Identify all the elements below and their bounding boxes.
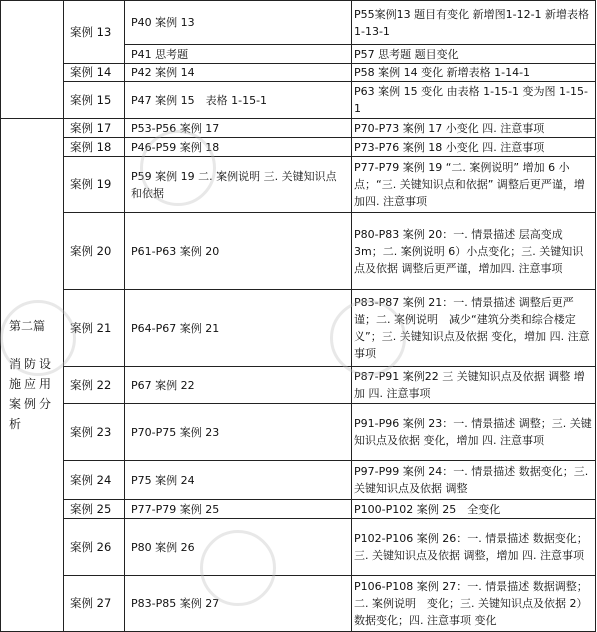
new-edition-cell: P102-P106 案例 26：一. 情景描述 数据变化；三. 关键知识点及依据 调整，增加 四. 注意事项: [352, 519, 596, 576]
table-row: [1, 290, 596, 367]
case-cell: 案例 13: [64, 1, 125, 64]
old-edition-cell: P59 案例 19 二. 案例说明 三. 关键知识点和依据: [125, 157, 352, 213]
new-edition-cell: P83-P87 案例 21：一. 情景描述 调整后更严谨；二. 案例说明 减少“建筑分类和综合楼定义”；三. 关键知识点及依据 变化，增加 四. 注意事项: [352, 290, 596, 367]
table-row: [1, 367, 596, 404]
case-cell: 案例 26: [64, 519, 125, 576]
case-cell: 案例 15: [64, 82, 125, 119]
table-row: [1, 119, 596, 138]
old-edition-cell: P42 案例 14: [125, 64, 352, 82]
case-cell: 案例 23: [64, 404, 125, 461]
new-edition-cell: P57 思考题 题目变化: [352, 45, 596, 64]
table-row: [1, 519, 596, 576]
new-edition-cell: P55案例13 题目有变化 新增图1-12-1 新增表格 1-13-1: [352, 1, 596, 45]
section-label: 第二篇: [9, 319, 46, 333]
case-cell: 案例 18: [64, 138, 125, 157]
new-edition-cell: P100-P102 案例 25 全变化: [352, 500, 596, 519]
case-cell: 案例 17: [64, 119, 125, 138]
old-edition-cell: P41 思考题: [125, 45, 352, 64]
table-row: [1, 461, 596, 500]
table-row: [1, 138, 596, 157]
table-row: [1, 404, 596, 461]
new-edition-cell: P77-P79 案例 19 “二. 案例说明” 增加 6 小点；“三. 关键知识点和依据” 调整后更严谨，增加四. 注意事项: [352, 157, 596, 213]
old-edition-cell: P77-P79 案例 25: [125, 500, 352, 519]
new-edition-cell: P63 案例 15 变化 由表格 1-15-1 变为图 1-15-1: [352, 82, 596, 119]
new-edition-cell: P58 案例 14 变化 新增表格 1-14-1: [352, 64, 596, 82]
old-edition-cell: P61-P63 案例 20: [125, 213, 352, 290]
section-cell: [1, 119, 64, 632]
old-edition-cell: P67 案例 22: [125, 367, 352, 404]
table-row: [1, 82, 596, 119]
old-edition-cell: P53-P56 案例 17: [125, 119, 352, 138]
table-row: [1, 500, 596, 519]
section-title: 消防设施应用案例分析: [9, 357, 55, 431]
case-cell: 案例 21: [64, 290, 125, 367]
case-cell: 案例 25: [64, 500, 125, 519]
new-edition-cell: P97-P99 案例 24：一. 情景描述 数据变化；三. 关键知识点及依据 调整: [352, 461, 596, 500]
old-edition-cell: P75 案例 24: [125, 461, 352, 500]
old-edition-cell: P70-P75 案例 23: [125, 404, 352, 461]
old-edition-cell: P80 案例 26: [125, 519, 352, 576]
old-edition-cell: P64-P67 案例 21: [125, 290, 352, 367]
new-edition-cell: P73-P76 案例 18 小变化 四. 注意事项: [352, 138, 596, 157]
case-cell: 案例 19: [64, 157, 125, 213]
case-cell: 案例 20: [64, 213, 125, 290]
table-row: [1, 64, 596, 82]
case-cell: 案例 24: [64, 461, 125, 500]
table-row: [1, 157, 596, 213]
old-edition-cell: P46-P59 案例 18: [125, 138, 352, 157]
table-row: [1, 213, 596, 290]
old-edition-cell: P83-P85 案例 27: [125, 576, 352, 632]
case-cell: 案例 27: [64, 576, 125, 632]
case-cell: 案例 14: [64, 64, 125, 82]
table-row: [1, 1, 596, 45]
new-edition-cell: P80-P83 案例 20：一. 情景描述 层高变成 3m；二. 案例说明 6）小点变化；三. 关键知识点及依据 调整后更严谨，增加四. 注意事项: [352, 213, 596, 290]
table-row: [1, 576, 596, 632]
case-cell: 案例 22: [64, 367, 125, 404]
new-edition-cell: P106-P108 案例 27：一. 情景描述 数据调整；二. 案例说明 变化；三. 关键知识点及依据 2）数据变化；四. 注意事项 变化: [352, 576, 596, 632]
old-edition-cell: P47 案例 15 表格 1-15-1: [125, 82, 352, 119]
prev-section-cell: [1, 1, 64, 119]
new-edition-cell: P91-P96 案例 23：一. 情景描述 调整；三. 关键知识点及依据 变化，增加 四. 注意事项: [352, 404, 596, 461]
new-edition-cell: P87-P91 案例22 三 关键知识点及依据 调整 增加 四. 注意事项: [352, 367, 596, 404]
old-edition-cell: P40 案例 13: [125, 1, 352, 45]
new-edition-cell: P70-P73 案例 17 小变化 四. 注意事项: [352, 119, 596, 138]
